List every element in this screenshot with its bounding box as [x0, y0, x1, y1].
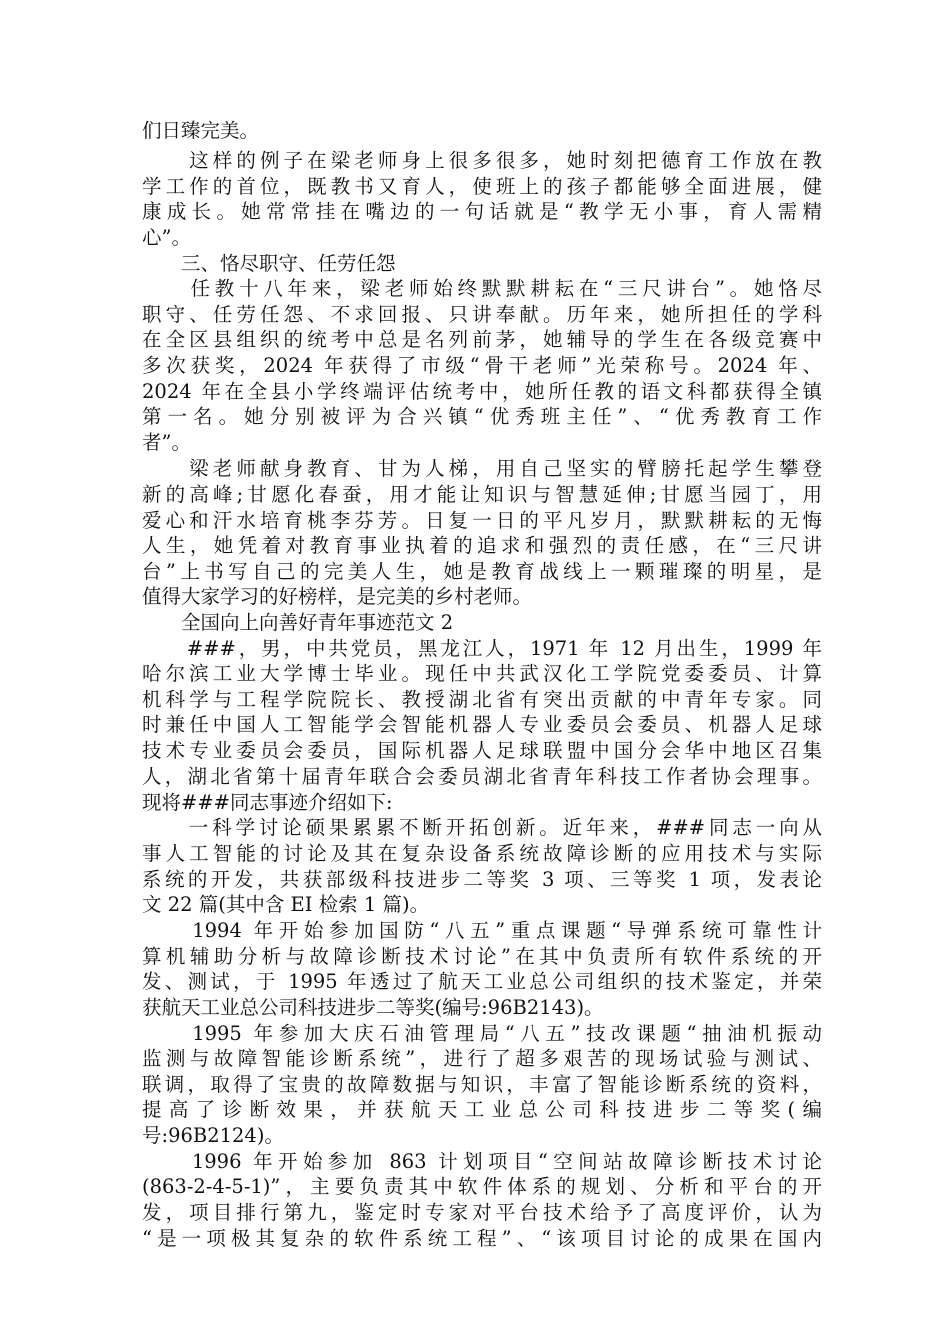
text-line: 1995 年参加大庆石油管理局“八五”技改课题“抽油机振动: [142, 1022, 822, 1045]
section-heading: 全国向上向善好青年事迹范文 2: [142, 611, 454, 634]
text-line: 号:96B2124)。: [142, 1124, 284, 1147]
text-line: 2024 年在全县小学终端评估统考中，她所任教的语文科都获得全镇: [142, 380, 822, 403]
text-line: 多次获奖，2024 年获得了市级“骨干老师”光荣称号。2024 年、: [142, 354, 822, 377]
text-line: 人，湖北省第十届青年联合会委员湖北省青年科技工作者协会理事。: [142, 765, 822, 788]
text-line: 1996 年开始参加 863 计划项目“空间站故障诊断技术讨论: [142, 1150, 822, 1173]
text-line: 这样的例子在梁老师身上很多很多，她时刻把德育工作放在教: [142, 149, 822, 172]
text-line: 新的高峰;甘愿化春蚕，用才能让知识与智慧延伸;甘愿当园丁，用: [142, 483, 822, 506]
text-line: 爱心和汗水培育桃李芬芳。日复一日的平凡岁月，默默耕耘的无悔: [142, 509, 822, 532]
text-line: ###，男，中共党员，黑龙江人，1971 年 12 月出生，1999 年: [142, 637, 822, 660]
text-line: 监测与故障智能诊断系统”，进行了超多艰苦的现场试验与测试、: [142, 1047, 822, 1070]
text-line: 人生，她凭着对教育事业执着的追求和强烈的责任感，在“三尺讲: [142, 534, 822, 557]
text-line: 现将###同志事迹介绍如下:: [142, 791, 393, 814]
text-line: 心”。: [142, 226, 191, 249]
text-line: 系统的开发，共获部级科技进步二等奖 3 项、三等奖 1 项，发表论: [142, 868, 822, 891]
text-line: 一科学讨论硕果累累不断开拓创新。近年来，###同志一向从: [142, 816, 822, 839]
text-line: 获航天工业总公司科技进步二等奖(编号:96B2143)。: [142, 996, 604, 1019]
text-line: 算机辅助分析与故障诊断技术讨论”在其中负责所有软件系统的开: [142, 945, 822, 968]
text-line: 技术专业委员会委员，国际机器人足球联盟中国分会华中地区召集: [142, 739, 822, 762]
text-line: “是一项极其复杂的软件系统工程”、“该项目讨论的成果在国内: [142, 1227, 822, 1250]
text-line: 发，项目排行第九，鉴定时专家对平台技术给予了高度评价，认为: [142, 1201, 822, 1224]
text-line: 提高了诊断效果，并获航天工业总公司科技进步二等奖(编: [142, 1098, 822, 1121]
text-line: 时兼任中国人工智能学会智能机器人专业委员会委员、机器人足球: [142, 713, 822, 736]
text-line: 们日臻完美。: [142, 119, 260, 142]
text-line: 机科学与工程学院院长、教授湖北省有突出贡献的中青年专家。同: [142, 688, 822, 711]
text-line: 1994 年开始参加国防“八五”重点课题“导弹系统可靠性计: [142, 919, 822, 942]
text-line: 值得大家学习的好榜样，是完美的乡村老师。: [142, 585, 533, 608]
text-line: 联调，取得了宝贵的故障数据与知识，丰富了智能诊断系统的资料，: [142, 1073, 822, 1096]
text-line: 第一名。她分别被评为合兴镇“优秀班主任”、“优秀教育工作: [142, 405, 822, 428]
text-line: 文 22 篇(其中含 EI 检索 1 篇)。: [142, 893, 430, 916]
text-line: 事人工智能的讨论及其在复杂设备系统故障诊断的应用技术与实际: [142, 842, 822, 865]
text-line: 在全区县组织的统考中总是名列前茅，她辅导的学生在各级竞赛中: [142, 328, 822, 351]
text-line: 者”。: [142, 431, 191, 454]
text-line: (863-2-4-5-1)”，主要负责其中软件体系的规划、分析和平台的开: [142, 1175, 822, 1198]
text-line: 学工作的首位，既教书又育人，使班上的孩子都能够全面进展，健: [142, 175, 822, 198]
text-line: 台”上书写自己的完美人生，她是教育战线上一颗璀璨的明星，是: [142, 560, 822, 583]
text-line: 康成长。她常常挂在嘴边的一句话就是“教学无小事，育人需精: [142, 200, 822, 223]
text-line: 发、测试，于 1995 年透过了航天工业总公司组织的技术鉴定，并荣: [142, 970, 822, 993]
text-line: 梁老师献身教育、甘为人梯，用自己坚实的臂膀托起学生攀登: [142, 457, 822, 480]
text-line: 职守、任劳任怨、不求回报、只讲奉献。历年来，她所担任的学科: [142, 303, 822, 326]
section-heading: 三、恪尽职守、任劳任怨: [142, 252, 396, 275]
text-line: 哈尔滨工业大学博士毕业。现任中共武汉化工学院党委委员、计算: [142, 662, 822, 685]
text-line: 任教十八年来，梁老师始终默默耕耘在“三尺讲台”。她恪尽: [142, 277, 822, 300]
